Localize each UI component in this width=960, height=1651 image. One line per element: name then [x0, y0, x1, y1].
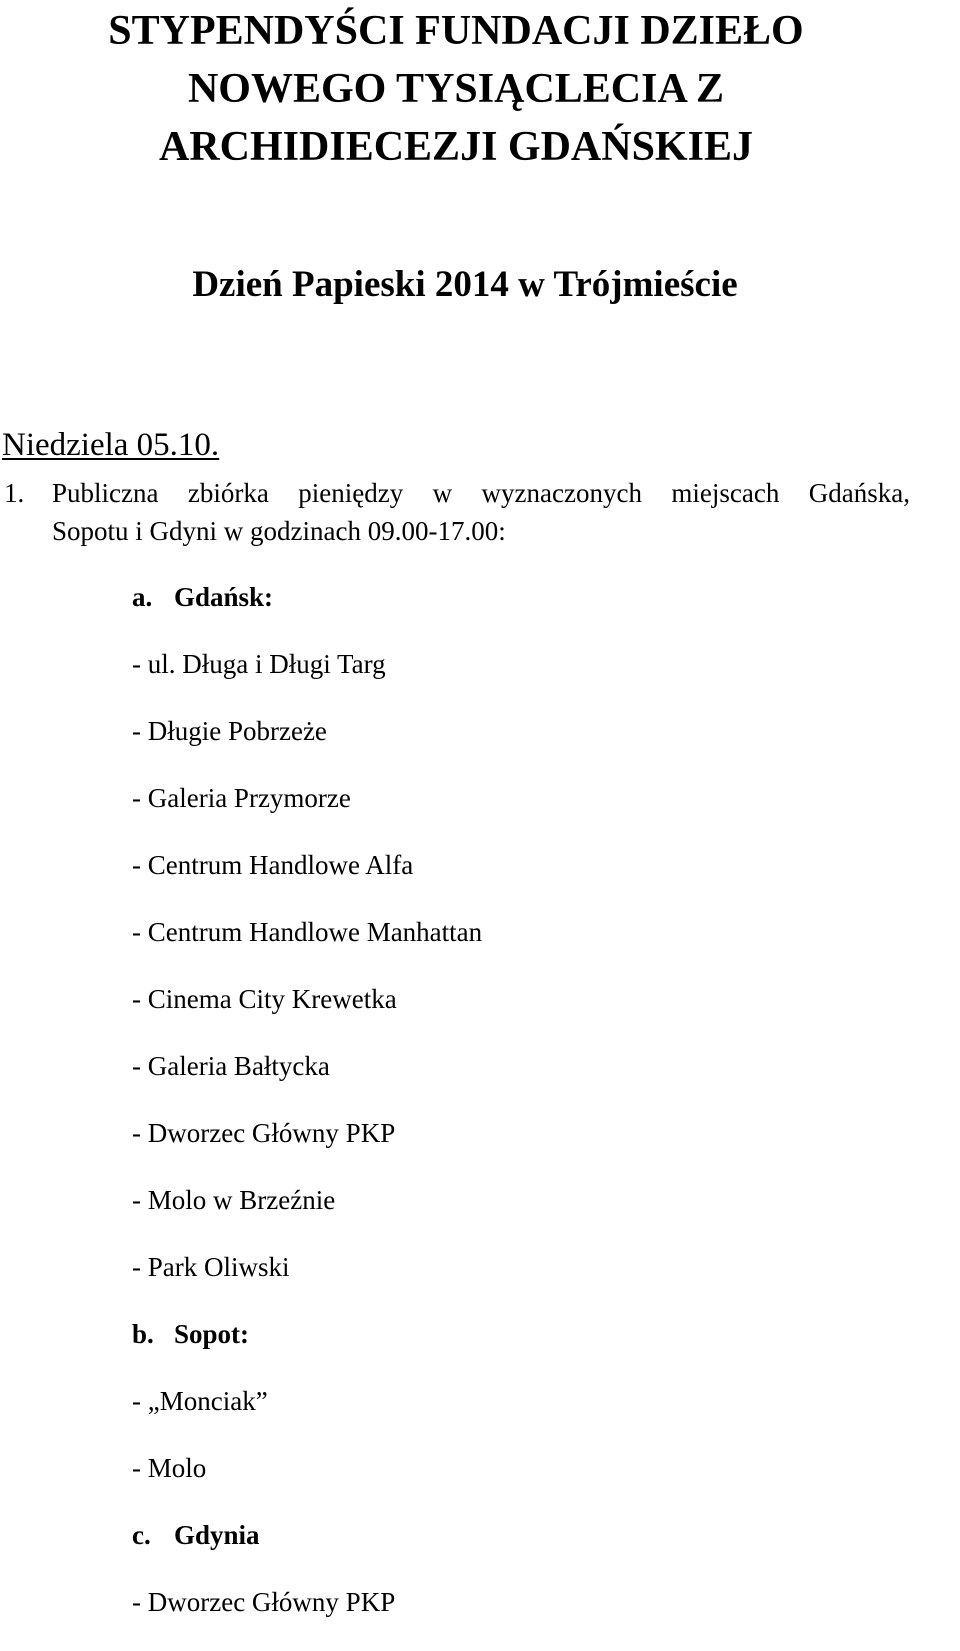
item-number: 1.: [4, 478, 25, 508]
item-word: w: [432, 478, 453, 508]
location-item: - Centrum Handlowe Alfa: [132, 850, 414, 880]
location-item: - „Monciak”: [132, 1386, 268, 1416]
title-line-1: STYPENDYŚCI FUNDACJI DZIEŁO: [108, 8, 804, 54]
day-heading: Niedziela 05.10.: [2, 427, 220, 463]
section-gdynia: [132, 1522, 260, 1549]
section-name: Sopot:: [174, 1319, 250, 1349]
location-item: - ul. Długa i Długi Targ: [132, 649, 386, 679]
location-item: - Długie Pobrzeże: [132, 716, 327, 746]
item-word: Gdańska,: [808, 478, 910, 508]
title-line-2: NOWEGO TYSIĄCLECIA Z: [187, 66, 725, 112]
item-word: pieniędzy: [298, 478, 404, 508]
section-sopot: [132, 1321, 249, 1348]
section-name: Gdańsk:: [174, 582, 274, 612]
list-item-1-first: [4, 480, 158, 507]
location-item: - Galeria Bałtycka: [132, 1051, 330, 1081]
list-item-1: [4, 480, 910, 545]
location-item: - Centrum Handlowe Manhattan: [132, 917, 483, 947]
location-item: - Dworzec Główny PKP: [132, 1587, 396, 1617]
section-gdansk: [132, 584, 273, 611]
location-item: - Molo: [132, 1453, 207, 1483]
item-word: Publiczna: [52, 478, 159, 508]
section-letter: a.: [132, 582, 153, 612]
location-item: - Park Oliwski: [132, 1252, 290, 1282]
section-name: Gdynia: [174, 1520, 260, 1550]
title-line-3: ARCHIDIECEZJI GDAŃSKIEJ: [159, 124, 753, 170]
list-item-1-line-2: Sopotu i Gdyni w godzinach 09.00-17.00:: [52, 516, 506, 546]
location-item: - Dworzec Główny PKP: [132, 1118, 396, 1148]
item-word: zbiórka: [187, 478, 269, 508]
item-word: wyznaczonych: [481, 478, 642, 508]
item-word: miejscach: [671, 478, 780, 508]
section-letter: c.: [132, 1520, 151, 1550]
location-item: - Galeria Przymorze: [132, 783, 351, 813]
section-letter: b.: [132, 1319, 154, 1349]
location-item: - Cinema City Krewetka: [132, 984, 397, 1014]
subtitle: Dzień Papieski 2014 w Trójmieście: [192, 264, 738, 305]
list-item-1-line-1: [4, 480, 910, 507]
location-item: - Molo w Brzeźnie: [132, 1185, 336, 1215]
